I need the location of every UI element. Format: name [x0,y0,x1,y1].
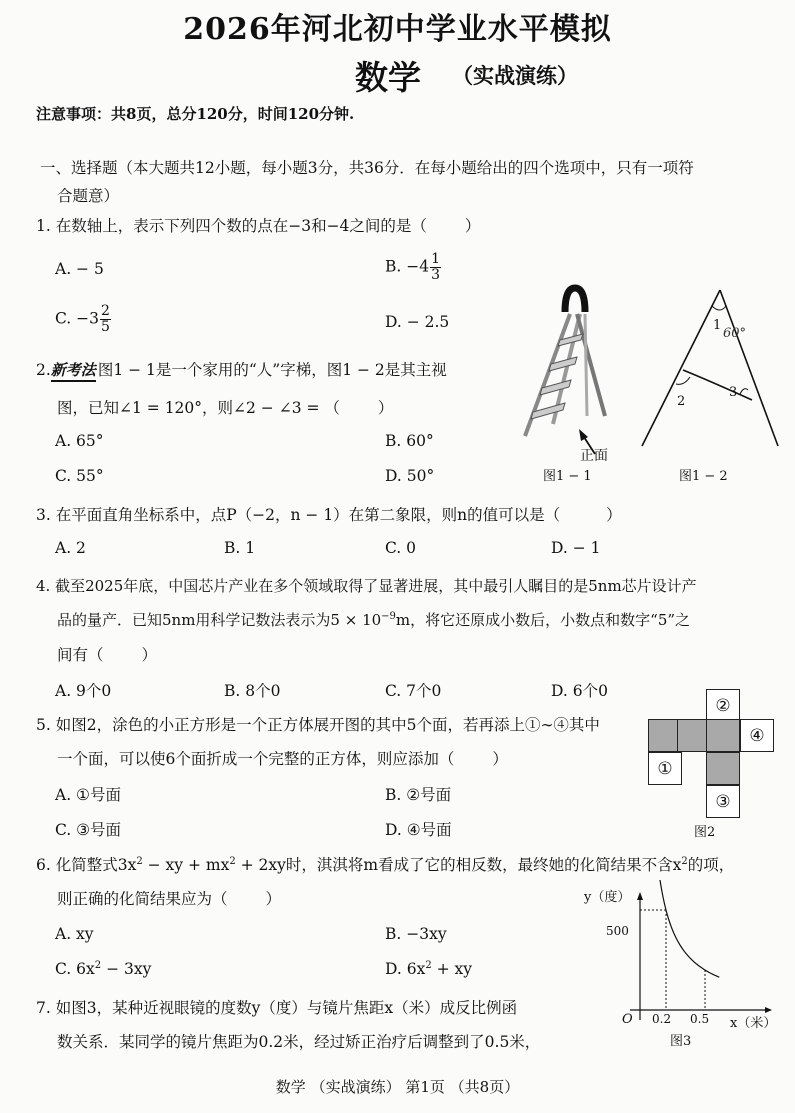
net-face-1: ① [648,752,682,785]
x-axis-label: x（米） [730,1016,777,1031]
exam-subject: 数学 [355,58,421,97]
q2-stem-line2: 图，已知∠1 = 120°，则∠2 − ∠3 = （ ） [57,399,394,417]
new-method-logo: 新考法 [51,359,96,382]
q3-stem: 3. 在平面直角坐标系中，点P（−2，n − 1）在第二象限，则n的值可以是（ ） [36,506,622,524]
q1-stem: 1. 在数轴上，表示下列四个数的点在−3和−4之间的是（ ） [36,217,481,235]
front-label: 正面 [580,448,608,464]
q1-option-a: A. − 5 [55,260,104,278]
angle1-arc [712,306,726,310]
net-face-3: ③ [706,785,740,818]
fig1-2-diagram [640,286,790,456]
ladder-figure [515,284,625,464]
q2-option-b: B. 60° [385,432,434,450]
page-footer: 数学 （实战演练） 第1页 （共8页） [275,1078,520,1096]
y-tick-500: 500 [606,924,629,938]
angle2-arc [676,377,690,384]
net-face-4: ④ [740,719,774,752]
q2-option-c: C. 55° [55,467,104,485]
left-leg-line [642,290,720,446]
ladder-handle [565,288,585,312]
fig3-caption: 图3 [670,1034,692,1049]
inverse-curve [660,880,720,977]
q3-option-a: A. 2 [55,539,86,557]
x-tick-05: 0.5 [690,1012,710,1026]
angle2-label: 2 [677,394,686,409]
origin-label: O [622,1012,633,1027]
q3-option-c: C. 0 [385,539,417,557]
y-axis-arrow [637,892,643,900]
q4-option-c: C. 7个0 [385,682,442,700]
fig1-2-caption: 图1 − 2 [679,469,728,484]
y-axis-label: y（度） [584,890,631,905]
q6-stem: 6. 化简整式$3x^2$ − xy + $mx^2 + 2xy$时，淇淇将m看成了它的相反数，最终她的化简结果不含$x^2$的项， [36,856,735,874]
x-tick-02: 0.2 [652,1012,672,1026]
angle3-label: 3 [729,385,738,400]
handwritten-note: 60° [723,326,747,341]
q7-stem-line2: 数关系．某同学的镜片焦距为0.2米，经过矫正治疗后调整到了0.5米， [57,1033,541,1051]
ladder-rail-back [585,314,587,416]
exam-title: 2026年河北初中学业水平模拟 [183,12,612,47]
q2-stem: 2.新考法 图1 − 1是一个家用的“人”字梯，图1 − 2是其主视 [36,358,447,382]
q6-option-b: B. −3xy [385,925,447,943]
q4-option-b: B. 8个0 [224,682,281,700]
q4-stem: 4. 截至2025年底，中国芯片产业在多个领域取得了显著进展，其中最引人瞩目的是5nm芯片设计产 [36,577,697,595]
q2-option-a: A. 65° [55,432,104,450]
q5-stem-line2: 一个面，可以使6个面折成一个完整的正方体，则应添加（ ） [57,750,508,768]
net-face-shaded [706,752,740,785]
q6-option-c: C. $6x^2 - 3xy$ [55,960,152,978]
net-face-shaded [706,719,740,752]
ladder-rail-right [577,314,605,416]
q3-option-d: D. − 1 [551,539,601,557]
q5-option-b: B. ②号面 [385,786,452,804]
q4-stem-line2: 品的量产．已知5nm用科学记数法表示为$5 \times 10^{-9}m$，将它还原成小数后，小数点和数字“5”之 [57,611,691,629]
q5-stem: 5. 如图2，涂色的小正方形是一个正方体展开图的其中5个面，若再添上①∼④其中 [36,716,600,734]
net-face-shaded [677,719,706,752]
fig1-1-caption: 图1 − 1 [543,469,592,484]
q7-stem: 7. 如图3，某种近视眼镜的度数y（度）与镜片焦距x（米）成反比例函 [36,999,518,1017]
q4-option-d: D. 6个0 [551,682,608,700]
angle3-arc [740,389,748,394]
section-heading-cont: 合题意） [57,187,120,205]
q1-option-c: C. −3 $\frac{2}{5}$ [55,303,110,335]
q6-option-d: D. $6x^2$ + xy [385,960,473,978]
q6-option-a: A. xy [55,925,94,943]
q5-option-a: A. ①号面 [55,786,121,804]
q4-option-a: A. 9个0 [55,682,112,700]
q1-option-b: B. −4 $\frac{1}{3}$ [385,251,441,283]
q1-option-d: D. − 2.5 [385,313,450,331]
q5-option-c: C. ③号面 [55,821,122,839]
section-heading: 一、选择题（本大题共12小题，每小题3分，共36分．在每小题给出的四个选项中，只有一项符 [40,159,694,177]
q2-option-d: D. 50° [385,467,435,485]
q3-option-b: B. 1 [224,539,256,557]
exam-subtitle: （实战演练） [452,63,578,88]
net-face-2: ② [706,689,740,722]
exam-notice: 注意事项：共8页，总分120分，时间120分钟. [36,105,355,123]
cross-bar-line [683,370,752,400]
q5-option-d: D. ④号面 [385,821,452,839]
q4-stem-line3: 间有（ ） [57,646,158,664]
right-leg-line [720,290,778,446]
angle1-label: 1 [713,318,722,333]
fig2-caption: 图2 [694,825,716,840]
q6-stem-line2: 则正确的化简结果应为（ ） [57,890,282,908]
front-arrow-head [579,429,588,441]
